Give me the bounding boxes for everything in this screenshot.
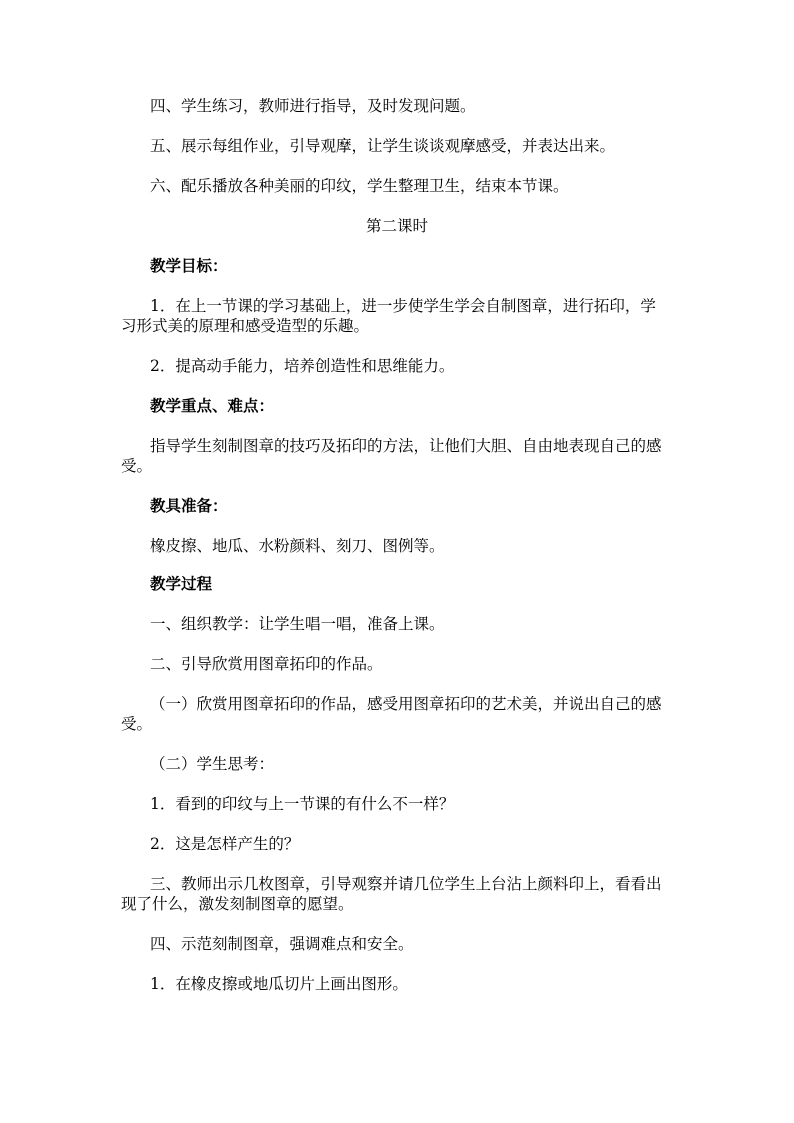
- heading-teaching-aids: 教具准备：: [150, 496, 228, 515]
- paragraph-step-6: 六、配乐播放各种美丽的印纹，学生整理卫生，结束本节课。: [150, 177, 569, 195]
- process-step-2-sub-1-line-2: 受。: [121, 715, 153, 733]
- process-step-3-line-1: 三、教师出示几枚图章，引导观察并请几位学生上台沾上颜料印上，看看出: [150, 875, 662, 893]
- question-1: 1．看到的印纹与上一节课的有什么不一样？: [150, 795, 455, 813]
- goal-1-line-2: 习形式美的原理和感受造型的乐趣。: [121, 317, 370, 335]
- key-points-line-2: 受。: [121, 457, 153, 475]
- process-step-4: 四、示范刻制图章，强调难点和安全。: [150, 935, 414, 953]
- key-points-line-1: 指导学生刻制图章的技巧及拓印的方法，让他们大胆、自由地表现自己的感: [150, 437, 662, 455]
- teaching-aids-list: 橡皮擦、地瓜、水粉颜料、刻刀、图例等。: [150, 537, 445, 555]
- goal-2: 2．提高动手能力，培养创造性和思维能力。: [150, 357, 455, 375]
- heading-teaching-process: 教学过程: [150, 574, 213, 593]
- goal-1-line-1: 1．在上一节课的学习基础上，进一步使学生学会自制图章，进行拓印，学: [150, 297, 656, 315]
- process-step-2-sub-1-line-1: （一）欣赏用图章拓印的作品，感受用图章拓印的艺术美，并说出自己的感: [150, 695, 662, 713]
- paragraph-step-4: 四、学生练习，教师进行指导，及时发现问题。: [150, 97, 476, 115]
- process-step-2: 二、引导欣赏用图章拓印的作品。: [150, 655, 383, 673]
- heading-key-points: 教学重点、难点：: [150, 396, 275, 415]
- question-2: 2．这是怎样产生的？: [150, 835, 300, 853]
- process-step-3-line-2: 现了什么，激发刻制图章的愿望。: [121, 895, 354, 913]
- section-title-second-lesson: 第二课时: [365, 217, 428, 235]
- heading-teaching-goals: 教学目标：: [150, 256, 228, 275]
- process-step-2-sub-2: （二）学生思考：: [150, 755, 275, 773]
- process-step-4-sub-1: 1．在橡皮擦或地瓜切片上画出图形。: [150, 975, 408, 993]
- paragraph-step-5: 五、展示每组作业，引导观摩，让学生谈谈观摩感受，并表达出来。: [150, 137, 616, 155]
- process-step-1: 一、组织教学：让学生唱一唱，准备上课。: [150, 615, 445, 633]
